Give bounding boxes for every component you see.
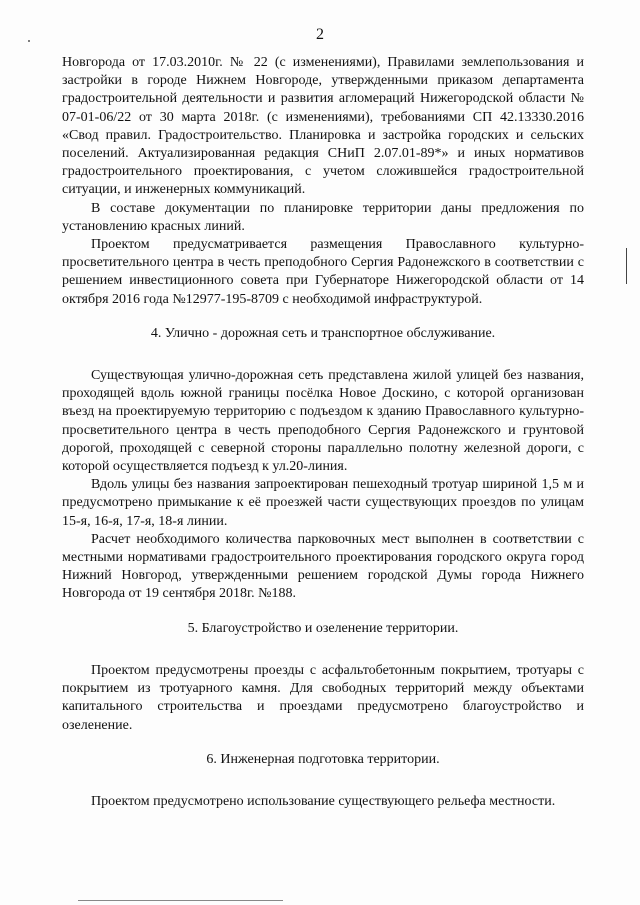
paragraph-sidewalk: Вдоль улицы без названия запроектирован пешеходный тротуар шириной 1,5 м и предусмотрено примыкание к её проезжей части существующих проездов по улицам 15-я, 16-я, 17-я, 18-я линии. [62, 477, 584, 529]
scan-speck [28, 40, 30, 42]
scan-edge-mark [626, 248, 627, 284]
paragraph-regulations: Новгорода от 17.03.2010г. № 22 (с изменениями), Правилами землепользования и застройки в городе Нижнем Новгороде, утвержденными приказом департамента градостроительной деятельности и развития агломераций Нижегородской области № 07-01-06/22 от 30 марта 2018г. (с изменениями), требованиями СП 42.13330.2016 «Свод правил. Градостроительство. Планировка и застройка городских и сельских поселений. Актуализированная редакция СНиП 2.07.01-89*» и иных нормативов градостроительного проектирования, с учетом сложившейся градостроительной ситуации, и инженерных коммуникаций. [62, 55, 584, 198]
document-body [62, 54, 584, 811]
paragraph-red-lines: В составе документации по планировке территории даны предложения по установлению красных линий. [62, 200, 584, 234]
paragraph-parking: Расчет необходимого количества парковочных мест выполнен в соответствии с местными нормативами градостроительного проектирования городского округа город Нижний Новгород, утвержденными решением городской Думы города Нижнего Новгорода от 19 сентября 2018г. №188. [62, 531, 584, 602]
heading-engineering-prep: 6. Инженерная подготовка территории. [206, 751, 440, 767]
heading-road-network: 4. Улично - дорожная сеть и транспортное обслуживание. [150, 325, 496, 341]
paragraph-landscaping: Проектом предусмотрены проезды с асфальтобетонным покрытием, тротуары с покрытием из тротуарного камня. Для свободных территорий между объектами капитального строительства и проездами предусмотрено благоустройство и озеленение. [62, 662, 584, 733]
heading-landscaping: 5. Благоустройство и озеленение территории. [187, 620, 459, 636]
scan-bottom-line [78, 900, 283, 901]
paragraph-relief: Проектом предусмотрено использование существующего рельефа местности. [91, 793, 556, 809]
paragraph-existing-roads: Существующая улично-дорожная сеть представлена жилой улицей без названия, проходящей вдоль южной границы посёлка Новое Доскино, с которой организован въезд на проектируемую территорию с подъездом к зданию Православного культурно-просветительного центра в честь преподобного Сергия Радонежского и грунтовой дорогой, проходящей с северной стороны параллельно полотну железной дороги, с которой осуществляется подъезд к ул.20-линия. [62, 368, 584, 475]
paragraph-cultural-center: Проектом предусматривается размещения Православного культурно-просветительного центра в честь преподобного Сергия Радонежского в соответствии с решением инвестиционного совета при Губернаторе Нижегородской области от 14 октября 2016 года №12977-195-8709 с необходимой инфраструктурой. [62, 237, 584, 307]
page-number: 2 [316, 26, 324, 43]
